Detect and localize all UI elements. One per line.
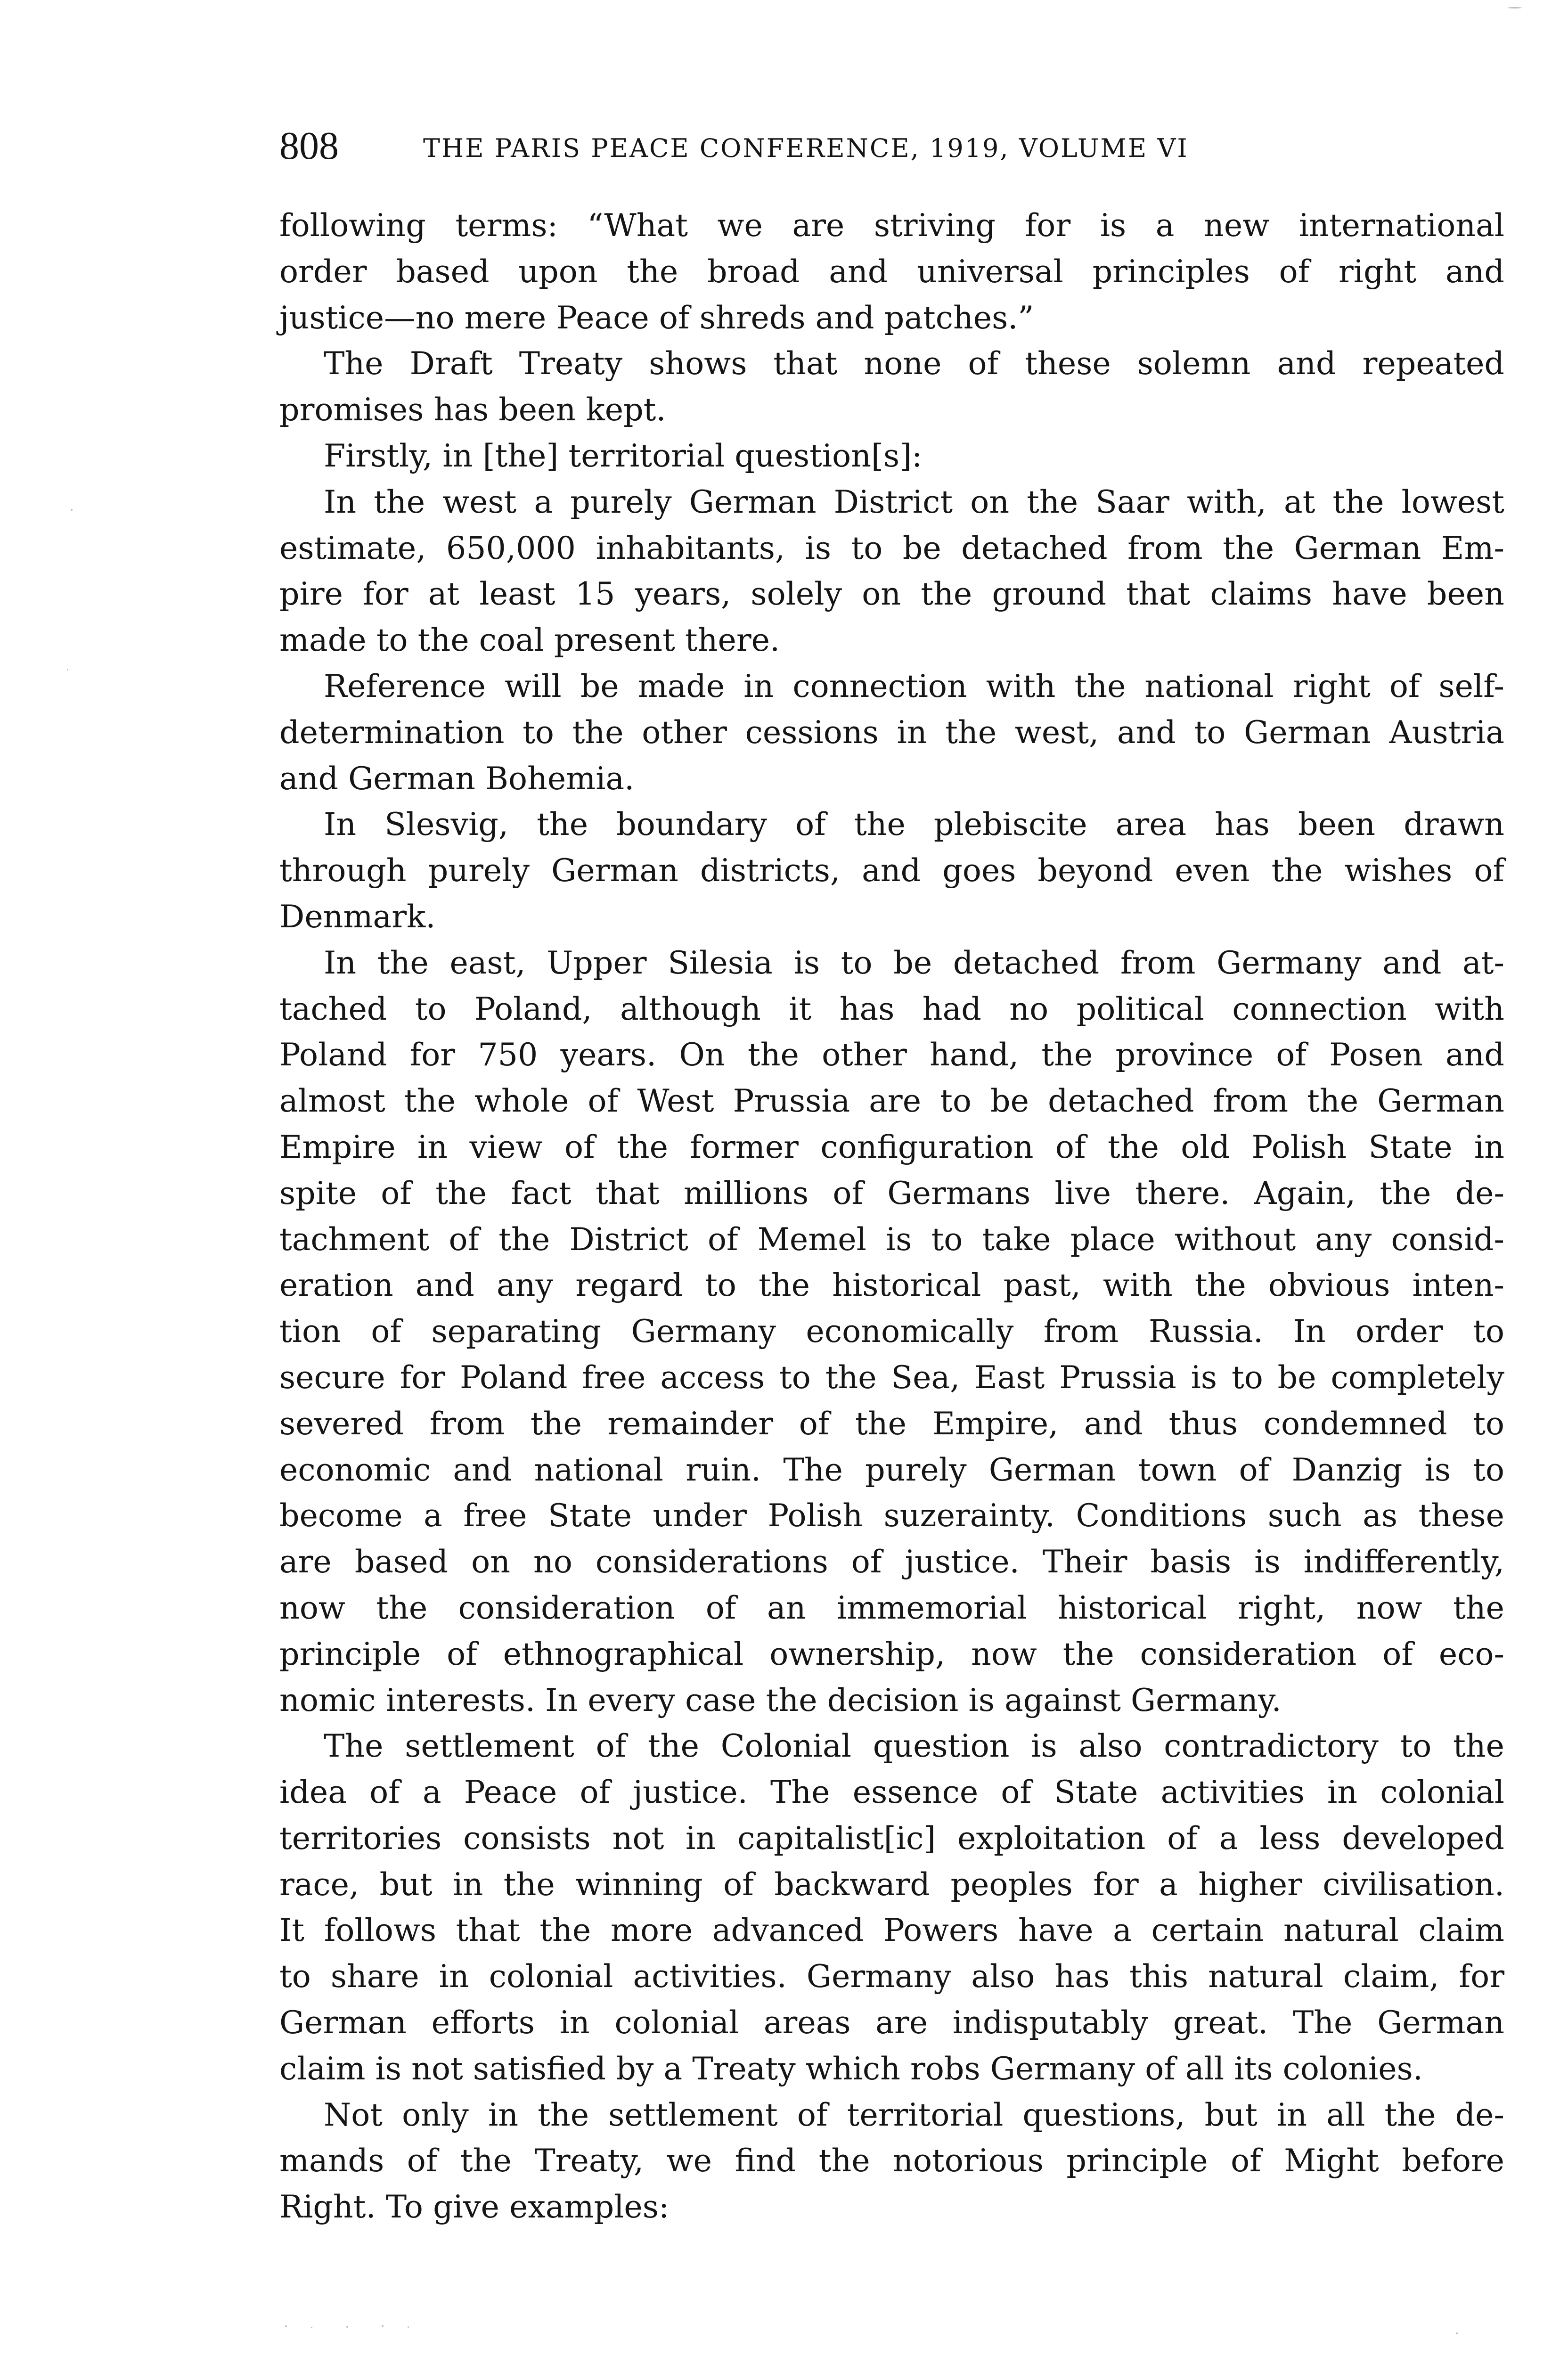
text-line: nomic interests. In every case the decision is against Germany. <box>279 1681 1282 1718</box>
text-line: justice—no mere Peace of shreds and patches.” <box>279 299 1034 336</box>
text-line: through purely German districts, and goes beyond even the wishes of <box>279 852 1504 889</box>
text-line: Firstly, in [the] territorial question[s]: <box>324 437 923 474</box>
scan-speck <box>382 2325 384 2327</box>
text-line: Poland for 750 years. On the other hand, the province of Posen and <box>279 1036 1504 1073</box>
text-line: tion of separating Germany economically from Russia. In order to <box>279 1313 1504 1350</box>
text-line: become a free State under Polish suzerainty. Conditions such as these <box>279 1497 1504 1534</box>
scan-speck <box>311 2327 312 2328</box>
scan-speck <box>1456 2332 1458 2334</box>
text-line: In the east, Upper Silesia is to be detached from Germany and at- <box>324 944 1504 981</box>
text-line: made to the coal present there. <box>279 622 780 659</box>
text-line: tached to Poland, although it has had no political connection with <box>279 990 1504 1027</box>
text-line: German efforts in colonial areas are indisputably great. The German <box>279 2004 1504 2041</box>
text-line: Denmark. <box>279 898 436 935</box>
text-line: Empire in view of the former configuration of the old Polish State in <box>279 1128 1504 1165</box>
text-line: promises has been kept. <box>279 391 666 428</box>
scan-speck <box>67 669 68 671</box>
scan-speck <box>1508 7 1522 8</box>
text-line: to share in colonial activities. Germany also has this natural claim, for <box>279 1958 1504 1995</box>
text-line: estimate, 650,000 inhabitants, is to be detached from the German Em- <box>279 529 1504 566</box>
text-line: and German Bohemia. <box>279 760 635 797</box>
text-line: idea of a Peace of justice. The essence of State activities in colonial <box>279 1774 1504 1811</box>
paragraph <box>279 663 1504 802</box>
paragraph <box>279 479 1504 663</box>
text-line: are based on no considerations of justice. Their basis is indifferently, <box>279 1543 1504 1580</box>
text-line: race, but in the winning of backward peoples for a higher civilisation. <box>279 1865 1504 1903</box>
text-line: spite of the fact that millions of Germans live there. Again, the de- <box>279 1174 1504 1211</box>
paragraph <box>279 1723 1504 2092</box>
scan-speck <box>346 2326 348 2328</box>
text-line: Right. To give examples: <box>279 2188 670 2225</box>
paragraph <box>279 2092 1504 2230</box>
text-line: The Draft Treaty shows that none of these solemn and repeated <box>324 345 1504 382</box>
text-line: severed from the remainder of the Empire, and thus condemned to <box>279 1405 1504 1442</box>
scan-speck <box>408 2326 409 2328</box>
running-title: THE PARIS PEACE CONFERENCE, 1919, VOLUME VI <box>423 133 1189 163</box>
text-line: tachment of the District of Memel is to take place without any consid- <box>279 1220 1504 1258</box>
paragraph <box>279 341 1504 433</box>
scan-speck <box>285 2325 287 2327</box>
text-line: In the west a purely German District on the Saar with, at the lowest <box>324 483 1504 520</box>
text-line: mands of the Treaty, we find the notorious principle of Might before <box>279 2142 1504 2179</box>
paragraph <box>279 802 1504 940</box>
text-line: It follows that the more advanced Powers have a certain natural claim <box>279 1912 1504 1949</box>
text-line: pire for at least 15 years, solely on the ground that claims have been <box>279 575 1504 613</box>
text-line: territories consists not in capitalist[ic] exploitation of a less developed <box>279 1819 1504 1857</box>
text-line: now the consideration of an immemorial historical right, now the <box>279 1589 1504 1626</box>
text-line: Reference will be made in connection with the national right of self- <box>324 667 1504 704</box>
paragraph <box>279 940 1504 1724</box>
running-head <box>279 120 1504 172</box>
text-line: principle of ethnographical ownership, now the consideration of eco- <box>279 1635 1504 1672</box>
paragraph <box>279 433 1504 479</box>
text-line: determination to the other cessions in the west, and to German Austria <box>279 713 1504 751</box>
page-number: 808 <box>279 124 339 168</box>
text-line: claim is not satisfied by a Treaty which robs Germany of all its colonies. <box>279 2050 1423 2087</box>
text-line: economic and national ruin. The purely German town of Danzig is to <box>279 1451 1504 1488</box>
text-line: Not only in the settlement of territorial questions, but in all the de- <box>324 2096 1504 2133</box>
text-line: The settlement of the Colonial question is also contradictory to the <box>324 1727 1504 1765</box>
text-line: In Slesvig, the boundary of the plebiscite area has been drawn <box>324 806 1504 843</box>
text-line: almost the whole of West Prussia are to be detached from the German <box>279 1082 1504 1120</box>
text-line: following terms: “What we are striving for is a new international <box>279 207 1504 244</box>
paragraph <box>279 203 1504 341</box>
text-line: secure for Poland free access to the Sea, East Prussia is to be completely <box>279 1358 1504 1396</box>
text-line: eration and any regard to the historical past, with the obvious inten- <box>279 1267 1504 1304</box>
text-line: order based upon the broad and universal principles of right and <box>279 253 1504 290</box>
scan-speck <box>71 509 73 511</box>
body-text <box>279 203 1504 2230</box>
